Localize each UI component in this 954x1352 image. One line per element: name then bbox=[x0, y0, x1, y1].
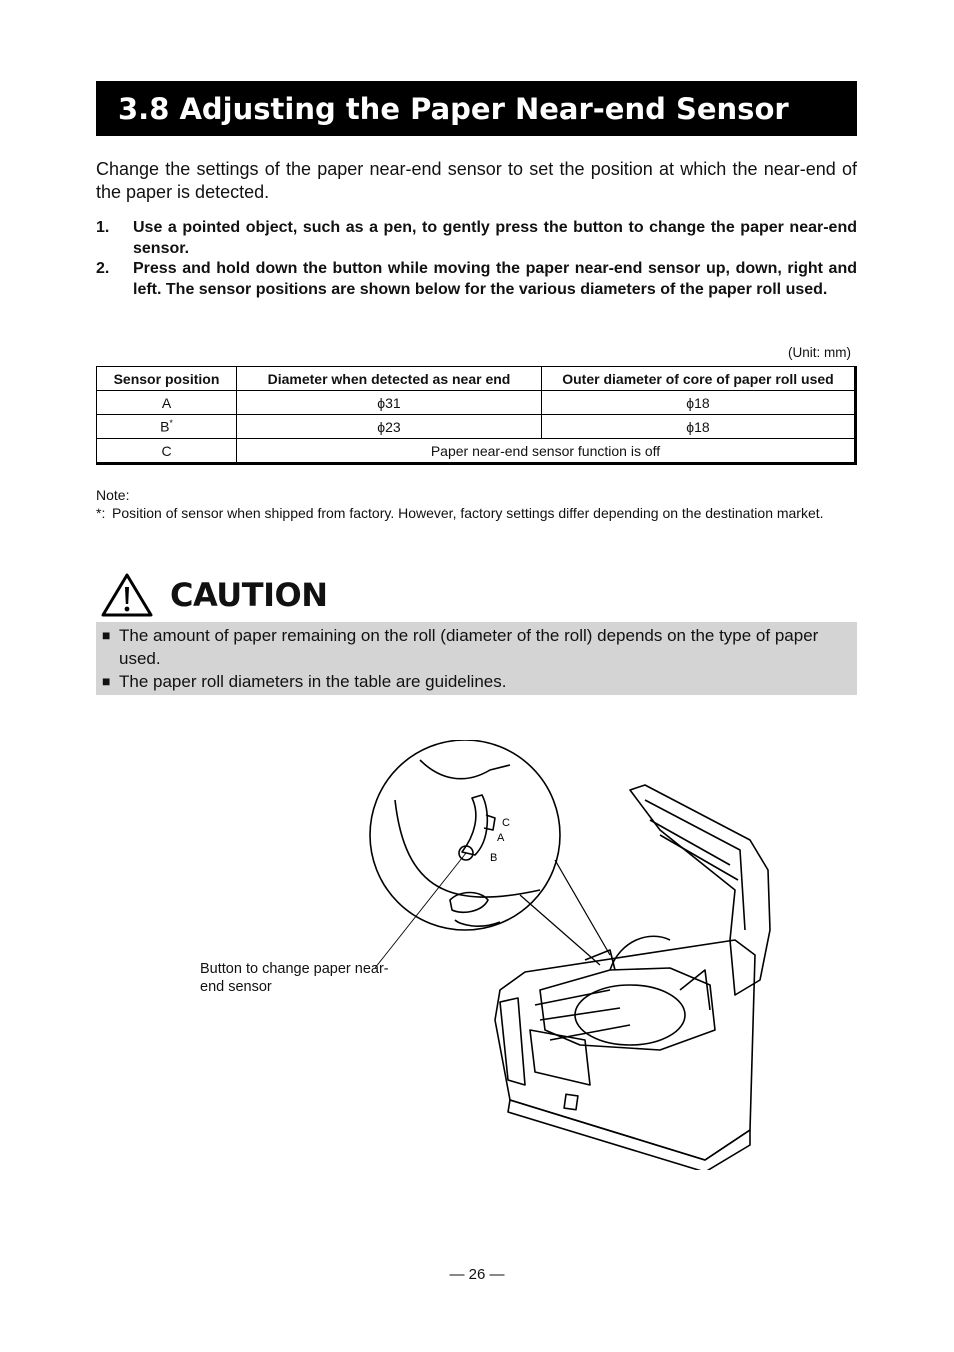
note-text: Position of sensor when shipped from factory. However, factory settings differ depending on the destination market. bbox=[112, 505, 824, 521]
printer-cover bbox=[630, 785, 770, 995]
intro-paragraph: Change the settings of the paper near-end sensor to set the position at which the near-end of the paper is detected. bbox=[96, 159, 857, 202]
note-row bbox=[96, 504, 857, 522]
section-title: 3.8 Adjusting the Paper Near-end Sensor bbox=[118, 91, 789, 126]
position-value: B bbox=[160, 418, 170, 435]
table-header-row bbox=[97, 367, 856, 391]
sensor-label-b: B bbox=[490, 852, 498, 864]
caution-box bbox=[96, 622, 857, 695]
sensor-label-c: C bbox=[502, 817, 510, 829]
caution-header bbox=[100, 572, 327, 618]
table-cell: ϕ23 bbox=[237, 415, 542, 439]
note-mark: *: bbox=[96, 505, 106, 521]
table-header: Diameter when detected as near end bbox=[237, 367, 542, 391]
bullet-square-icon: ■ bbox=[102, 627, 111, 643]
unit-label: (Unit: mm) bbox=[788, 345, 851, 360]
table-header: Sensor position bbox=[97, 367, 237, 391]
table-cell: ϕ31 bbox=[237, 391, 542, 415]
table-header: Outer diameter of core of paper roll used bbox=[542, 367, 856, 391]
caution-title: CAUTION bbox=[170, 576, 328, 614]
table-cell-merged: Paper near-end sensor function is off bbox=[237, 439, 856, 464]
page-number: — 26 — bbox=[449, 1266, 505, 1283]
magnifier-circle bbox=[370, 740, 560, 930]
step-number: 2. bbox=[96, 260, 110, 277]
step-text: Use a pointed object, such as a pen, to gently press the button to change the paper near-end sensor. bbox=[133, 219, 857, 257]
caution-item bbox=[102, 624, 851, 670]
note-block bbox=[96, 486, 857, 522]
section-title-bar bbox=[96, 81, 857, 136]
note-label: Note: bbox=[96, 487, 130, 503]
step-item bbox=[96, 259, 857, 300]
caution-text: The amount of paper remaining on the roll (diameter of the roll) depends on the type of paper used. bbox=[119, 626, 819, 668]
bullet-square-icon: ■ bbox=[102, 673, 111, 689]
table-cell: A bbox=[97, 391, 237, 415]
caution-text: The paper roll diameters in the table are guidelines. bbox=[119, 672, 507, 691]
table-cell: C bbox=[97, 439, 237, 464]
caution-item bbox=[102, 670, 851, 693]
sensor-label-a: A bbox=[497, 832, 505, 844]
printer-illustration bbox=[190, 740, 790, 1170]
step-item bbox=[96, 218, 857, 259]
printer-base bbox=[508, 1100, 750, 1170]
sensor-table bbox=[96, 366, 857, 465]
table-row bbox=[97, 415, 856, 439]
printer-body bbox=[495, 940, 755, 1160]
table-cell: ϕ18 bbox=[542, 415, 856, 439]
callout-label: Button to change paper near-end sensor bbox=[200, 961, 389, 995]
warning-triangle-icon bbox=[100, 572, 154, 618]
step-number: 1. bbox=[96, 219, 110, 236]
factory-default-mark: * bbox=[169, 418, 173, 429]
steps-list bbox=[96, 218, 857, 300]
table-cell bbox=[97, 415, 237, 439]
step-text: Press and hold down the button while moving the paper near-end sensor up, down, right and left. The sensor positions are shown below for the various diameters of the paper roll used. bbox=[133, 260, 857, 298]
table-row bbox=[97, 439, 856, 464]
table-cell: ϕ18 bbox=[542, 391, 856, 415]
table-row bbox=[97, 391, 856, 415]
